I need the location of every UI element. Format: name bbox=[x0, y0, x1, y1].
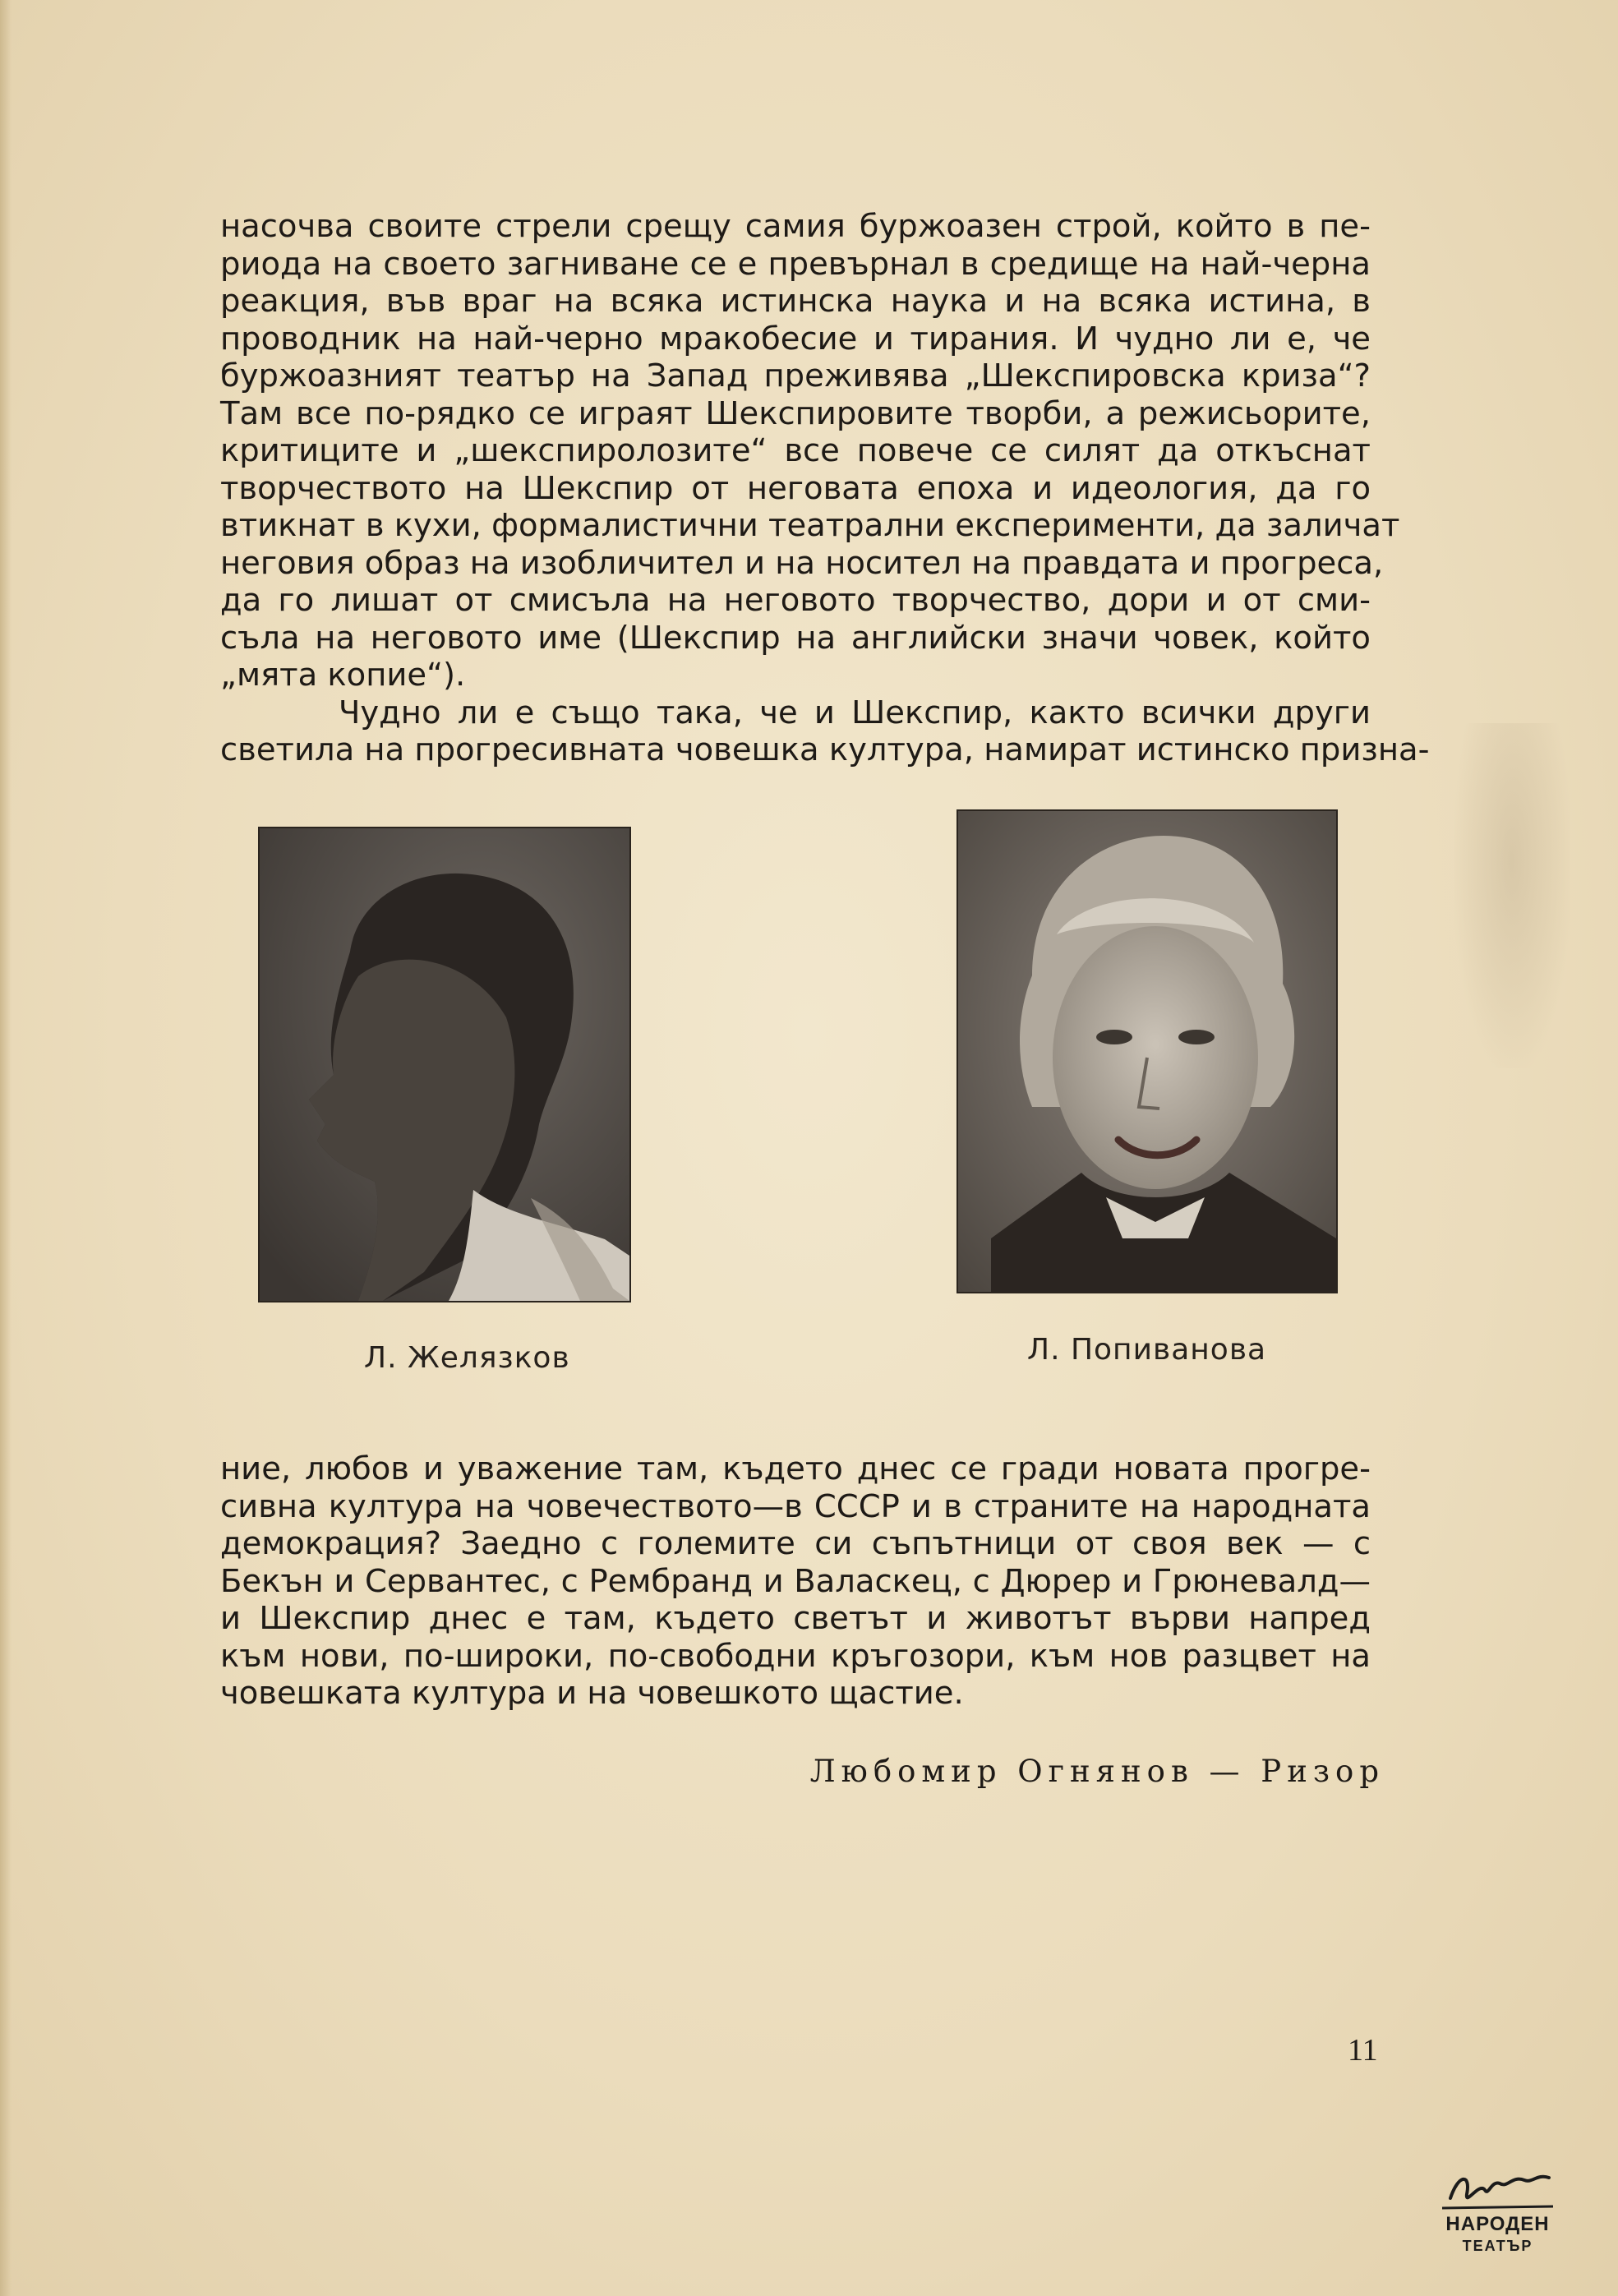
text-line: проводник на най-черно мракобесие и тирания. И чудно ли е, че bbox=[220, 320, 1371, 357]
portrait-photo-zhelyazkov bbox=[258, 827, 631, 1302]
photo-caption-left: Л. Желязков bbox=[364, 1341, 570, 1375]
text-line: съла на неговото име (Шекспир на английски значи човек, който bbox=[220, 619, 1371, 657]
photo-caption-right: Л. Попиванова bbox=[1027, 1333, 1267, 1367]
text-line: критиците и „шекспиролозите“ все повече се силят да откъснат bbox=[220, 432, 1371, 469]
text-line: да го лишат от смисъла на неговото творчество, дори и от сми- bbox=[220, 582, 1371, 619]
text-line: Там все по-рядко се играят Шекспировите творби, а режисьорите, bbox=[220, 394, 1371, 432]
paragraph-top bbox=[220, 208, 1430, 769]
text-line: втикнат в кухи, формалистични театрални експерименти, да заличат bbox=[220, 507, 1400, 544]
text-line: неговия образ на изобличител и на носител на правдата и прогреса, bbox=[220, 544, 1384, 582]
text-line: демокрация? Заедно с големите си съпътници от своя век — с bbox=[220, 1525, 1371, 1562]
page-edge-shadow bbox=[0, 0, 12, 2296]
paper-stain bbox=[1454, 723, 1570, 1068]
text-line: и Шекспир днес е там, където светът и животът върви напред bbox=[220, 1600, 1371, 1637]
text-line: човешката култура и на човешкото щастие. bbox=[220, 1675, 964, 1712]
text-line: ние, любов и уважение там, където днес се гради новата прогре- bbox=[220, 1450, 1371, 1487]
portrait-photo-popivanova bbox=[957, 809, 1338, 1293]
page-number: 11 bbox=[1348, 2033, 1378, 2068]
text-line: сивна култура на човечеството—в СССР и в страните на народната bbox=[220, 1487, 1371, 1525]
text-line: Бекън и Сервантес, с Рембранд и Валаскец, с Дюрер и Грюневалд— bbox=[220, 1562, 1371, 1600]
text-line: буржоазният театър на Запад преживява „Шекспировска криза“? bbox=[220, 357, 1371, 394]
theatre-stamp-logo bbox=[1434, 2165, 1561, 2260]
text-line: творчеството на Шекспир от неговата епоха и идеология, да го bbox=[220, 469, 1371, 507]
stamp-line-1: НАРОДЕН bbox=[1445, 2213, 1550, 2235]
text-line: реакция, във враг на всяка истинска наука и на всяка истина, в bbox=[220, 283, 1371, 320]
text-line: насочва своите стрели срещу самия буржоазен строй, който в пе- bbox=[220, 208, 1371, 245]
portrait-image-left bbox=[260, 828, 629, 1301]
paragraph-bottom bbox=[220, 1450, 1371, 1713]
text-line: „мята копие“). bbox=[220, 657, 466, 694]
text-line: риода на своето загниване се е превърнал в средище на най-черна bbox=[220, 245, 1371, 283]
text-line: към нови, по-широки, по-свободни кръгозори, към нов разцвет на bbox=[220, 1637, 1371, 1675]
text-line-indented: Чудно ли е също така, че и Шекспир, както всички други bbox=[339, 694, 1371, 731]
author-signature: Любомир Огнянов — Ризор bbox=[809, 1754, 1385, 1789]
text-line: светила на прогресивната човешка култура, намират истинско призна- bbox=[220, 731, 1430, 768]
stamp-line-2: ТЕАТЪР bbox=[1462, 2238, 1533, 2254]
portrait-image-right bbox=[958, 811, 1336, 1292]
